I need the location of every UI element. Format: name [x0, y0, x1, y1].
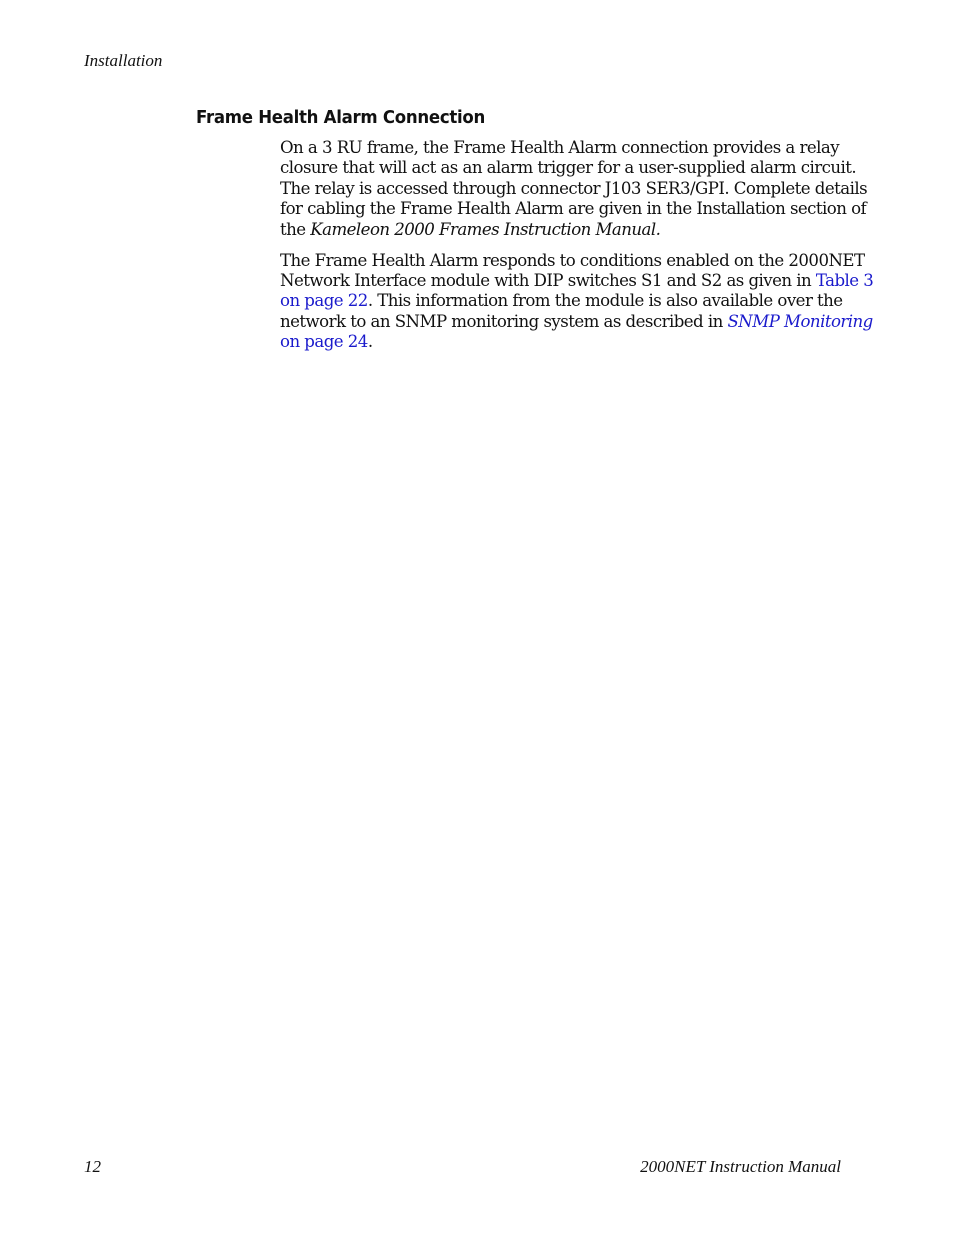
- line-text: Network Interface module with DIP switches S1 and S2 as given in: [280, 270, 816, 290]
- line-text: . This information from the module is also available over the: [367, 291, 843, 311]
- running-header: Installation: [84, 51, 163, 70]
- line-text: the: [280, 219, 311, 239]
- paragraph-line: [280, 270, 874, 291]
- paragraph-frame-health-alarm-intro: [280, 138, 868, 240]
- body-text: [280, 138, 874, 353]
- paragraph-line: [280, 291, 843, 311]
- paragraph-line: [280, 332, 840, 352]
- table-3-link[interactable]: Table 3: [815, 270, 874, 290]
- paragraph-line: for cabling the Frame Health Alarm are given in the Installation section of: [280, 199, 867, 219]
- line-text: .: [367, 332, 373, 352]
- paragraph-line: [280, 220, 840, 240]
- table-3-page-link[interactable]: on page 22: [280, 291, 368, 311]
- page-number: 12: [84, 1157, 101, 1176]
- snmp-monitoring-link[interactable]: SNMP Monitoring: [727, 311, 873, 331]
- snmp-monitoring-page-link[interactable]: on page 24: [280, 332, 368, 352]
- paragraph-line: closure that will act as an alarm trigger for a user-supplied alarm circuit.: [280, 158, 857, 178]
- paragraph-frame-health-alarm-conditions: [280, 250, 874, 353]
- paragraph-line: The relay is accessed through connector J103 SER3/GPI. Complete details: [280, 178, 868, 198]
- manual-title-reference: Kameleon 2000 Frames Instruction Manual.: [310, 219, 661, 239]
- section-title: Frame Health Alarm Connection: [196, 107, 486, 128]
- paragraph-line: The Frame Health Alarm responds to conditions enabled on the 2000NET: [280, 250, 865, 270]
- paragraph-line: On a 3 RU frame, the Frame Health Alarm connection provides a relay: [280, 138, 840, 157]
- manual-title: 2000NET Instruction Manual: [640, 1157, 841, 1176]
- line-text: network to an SNMP monitoring system as described in: [280, 311, 728, 331]
- paragraph-line: [280, 311, 873, 332]
- paragraph-spacing: [280, 240, 840, 251]
